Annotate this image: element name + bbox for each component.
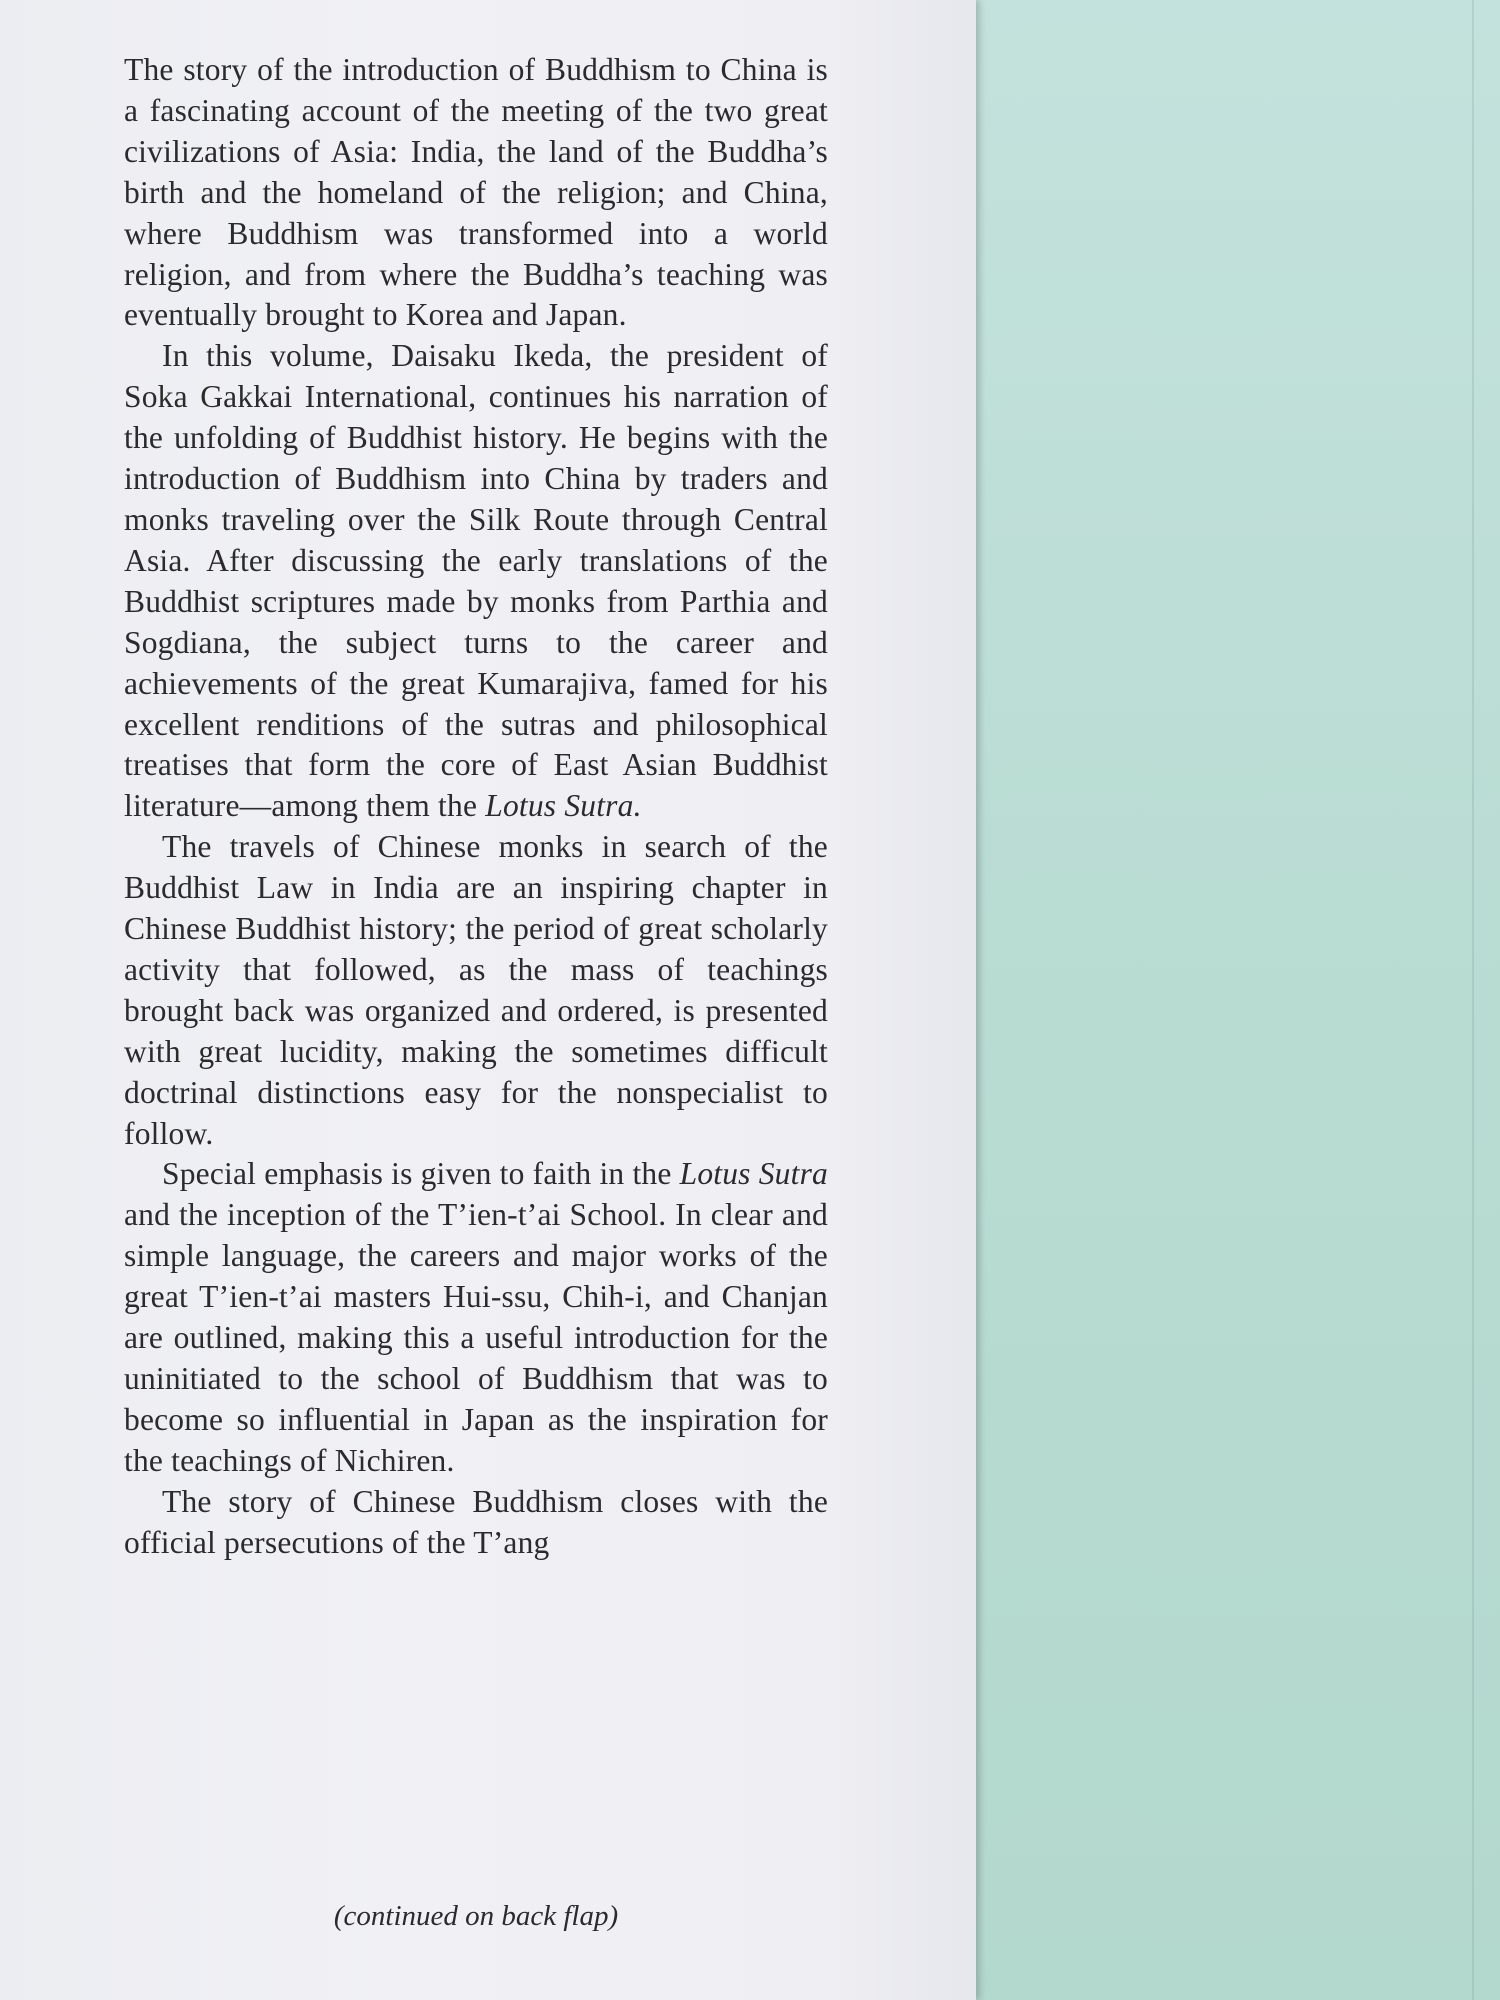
flap-paragraph-3-text: The travels of Chinese monks in search of the Buddhist Law in India are an inspiring chapter in Chinese Buddhist history; the period of great scholarly activity that followed, as the mass of teachings brought back was organized and ordered, is presented with great lucidity, making the sometimes difficult doctrinal distinctions easy for the nonspecialist to follow. [124,829,828,1151]
flap-paragraph-1-text: The story of the introduction of Buddhism to China is a fascinating account of the meeting of the two great civilizations of Asia: India, the land of the Buddha’s birth and the homeland of the religion; and China, where Buddhism was transformed into a world religion, and from where the Buddha’s teaching was eventually brought to Korea and Japan. [124,52,828,333]
flap-paragraph-2 [124,336,828,827]
flap-paragraph-5-text: The story of Chinese Buddhism closes with the official persecutions of the T’ang [124,1483,828,1560]
flap-paragraph-2-title: Lotus Sutra. [485,788,642,824]
flap-paragraph-4-title: Lotus Sutra [679,1156,828,1192]
cover-board [976,0,1500,2000]
flap-paragraph-3 [124,827,828,1154]
flap-paragraph-4 [124,1154,828,1481]
flap-paragraph-5 [124,1482,828,1564]
flap-paragraph-4-text-a: Special emphasis is given to faith in the [162,1156,680,1192]
flap-paragraph-4-text-b: and the inception of the T’ien-t’ai School. In clear and simple language, the careers and major works of the great T’ien-t’ai masters Hui-ssu, Chih-i, and Chanjan are outlined, making this a useful introduction for the uninitiated to the school of Buddhism that was to become so influential in Japan as the inspiration for the teachings of Nichiren. [124,1197,828,1478]
continued-note: (continued on back flap) [333,1900,619,1932]
flap-copy [124,50,828,1564]
flap-paragraph-1 [124,50,828,336]
cover-board-edge [1472,0,1474,2000]
flap-paragraph-2-text: In this volume, Daisaku Ikeda, the president of Soka Gakkai International, continues his narration of the unfolding of Buddhist history. He begins with the introduction of Buddhism into China by traders and monks traveling over the Silk Route through Central Asia. After discussing the early translations of the Buddhist scriptures made by monks from Parthia and Sogdiana, the subject turns to the career and achievements of the great Kumarajiva, famed for his excellent renditions of the sutras and philosophical treatises that form the core of East Asian Buddhist literature—among them the [124,338,828,824]
